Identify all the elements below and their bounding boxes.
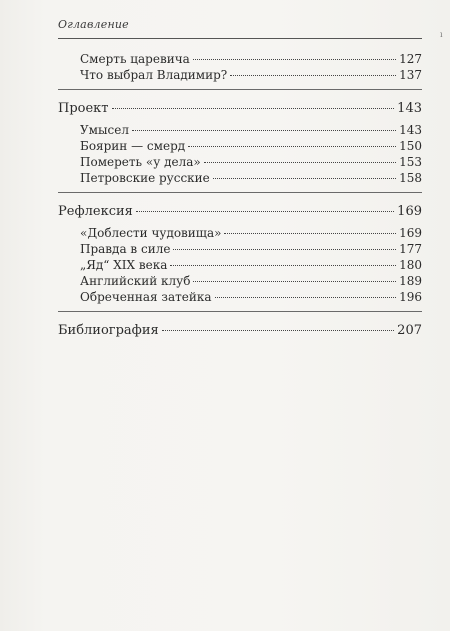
toc-section-title: Проект xyxy=(58,101,109,116)
toc-entry-page: 143 xyxy=(399,123,422,137)
toc-section-heading[interactable] xyxy=(58,201,422,219)
toc-entry-title: Английский клуб xyxy=(80,274,191,288)
toc-leader-dots xyxy=(173,237,396,250)
toc-section-title: Библиография xyxy=(58,323,159,338)
toc-leader-dots xyxy=(193,47,396,60)
toc-leader-dots xyxy=(215,285,397,298)
toc-entry-page: 177 xyxy=(399,242,422,256)
toc-entry-title: «Доблести чудовища» xyxy=(80,226,222,240)
toc-entry-page: 127 xyxy=(399,52,422,66)
toc-entry[interactable] xyxy=(58,66,422,82)
section-divider xyxy=(58,311,422,312)
toc-section-page: 169 xyxy=(397,204,422,219)
toc-leader-dots xyxy=(136,198,394,212)
toc-leader-dots xyxy=(112,95,395,109)
toc-entry-title: Обреченная затейка xyxy=(80,290,212,304)
toc-entry-title: Петровские русские xyxy=(80,171,210,185)
toc-leader-dots xyxy=(213,166,396,179)
toc-leader-dots xyxy=(204,150,396,163)
running-head: Оглавление xyxy=(58,18,129,31)
toc-section-heading[interactable] xyxy=(58,98,422,116)
table-of-contents xyxy=(58,50,422,338)
toc-entry-page: 150 xyxy=(399,139,422,153)
toc-entry-title: Правда в силе xyxy=(80,242,171,256)
toc-entry-page: 158 xyxy=(399,171,422,185)
toc-section-heading[interactable] xyxy=(58,320,422,338)
toc-entry-title: Боярин — смерд xyxy=(80,139,186,153)
toc-entry-page: 153 xyxy=(399,155,422,169)
toc-entry-title: Помереть «у дела» xyxy=(80,155,201,169)
toc-section-title: Рефлексия xyxy=(58,204,133,219)
toc-entry-page: 189 xyxy=(399,274,422,288)
header-rule xyxy=(58,38,422,39)
corner-mark: ı xyxy=(440,30,443,39)
toc-entry-title: Что выбрал Владимир? xyxy=(80,68,228,82)
toc-leader-dots xyxy=(230,63,396,76)
toc-leader-dots xyxy=(132,118,396,131)
toc-entry-title: Умысел xyxy=(80,123,130,137)
toc-leader-dots xyxy=(193,269,396,282)
toc-section-page: 207 xyxy=(397,323,422,338)
toc-entry-title: „Яд“ XIX века xyxy=(80,258,168,272)
toc-entry[interactable] xyxy=(58,169,422,185)
toc-entry-page: 169 xyxy=(399,226,422,240)
toc-entry[interactable] xyxy=(58,288,422,304)
toc-leader-dots xyxy=(170,253,396,266)
toc-entry-page: 137 xyxy=(399,68,422,82)
toc-leader-dots xyxy=(188,134,396,147)
toc-leader-dots xyxy=(224,221,396,234)
toc-leader-dots xyxy=(162,317,394,331)
section-divider xyxy=(58,192,422,193)
section-divider xyxy=(58,89,422,90)
toc-section-page: 143 xyxy=(397,101,422,116)
toc-entry-page: 180 xyxy=(399,258,422,272)
toc-entry-title: Смерть царевича xyxy=(80,52,190,66)
toc-entry-page: 196 xyxy=(399,290,422,304)
